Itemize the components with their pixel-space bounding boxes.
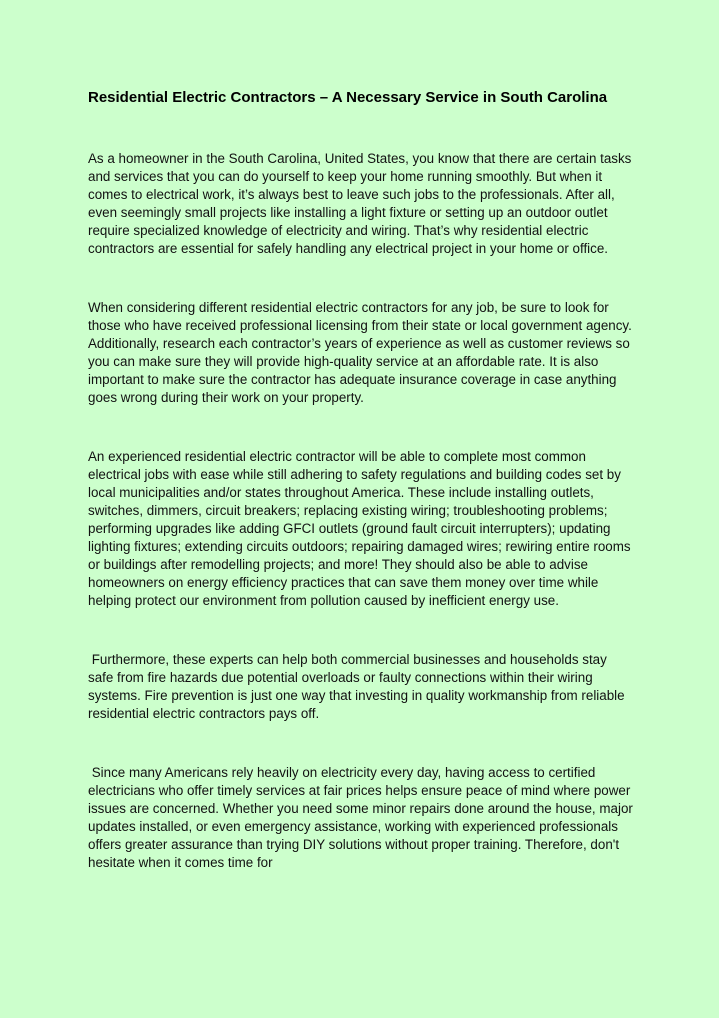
document-title: Residential Electric Contractors – A Necessary Service in South Carolina: [88, 89, 608, 106]
paragraph-5: Since many Americans rely heavily on electricity every day, having access to certified electricians who offer timely services at fair prices helps ensure peace of mind where power issues are concerned. Whether you need some minor repairs done around the house, major updates installed, or even emergency assistance, working with experienced professionals offers greater assurance than trying DIY solutions without proper training. Therefore, don't hesitate when it comes time for: [88, 765, 637, 870]
paragraph-1: As a homeowner in the South Carolina, United States, you know that there are certain tasks and services that you can do yourself to keep your home running smoothly. But when it comes to electrical work, it’s always best to leave such jobs to the professionals. After all, even seemingly small projects like installing a light fixture or setting up an outdoor outlet require specialized knowledge of electricity and wiring. That’s why residential electric contractors are essential for safely handling any electrical project in your home or office.: [88, 151, 632, 256]
paragraph-4: Furthermore, these experts can help both commercial businesses and households stay safe from fire hazards due potential overloads or faulty connections within their wiring systems. Fire prevention is just one way that investing in quality workmanship from reliable residential electric contractors pays off.: [88, 652, 629, 721]
paragraph-3: An experienced residential electric contractor will be able to complete most common electrical jobs with ease while still adhering to safety regulations and building codes set by local municipalities and/or states throughout America. These include installing outlets, switches, dimmers, circuit breakers; replacing existing wiring; troubleshooting problems; performing upgrades like adding GFCI outlets (ground fault circuit interrupters); updating lighting fixtures; extending circuits outdoors; repairing damaged wires; rewiring entire rooms or buildings after remodelling projects; and more! They should also be able to advise homeowners on energy efficiency practices that can save them money over time while helping protect our environment from pollution caused by inefficient energy use.: [88, 449, 631, 608]
paragraph-2: When considering different residential electric contractors for any job, be sure to look for those who have received professional licensing from their state or local government agency. Additionally, research each contractor’s years of experience as well as customer reviews so you can make sure they will provide high-quality service at an affordable rate. It is also important to make sure the contractor has adequate insurance coverage in case anything goes wrong during their work on your property.: [88, 300, 632, 405]
